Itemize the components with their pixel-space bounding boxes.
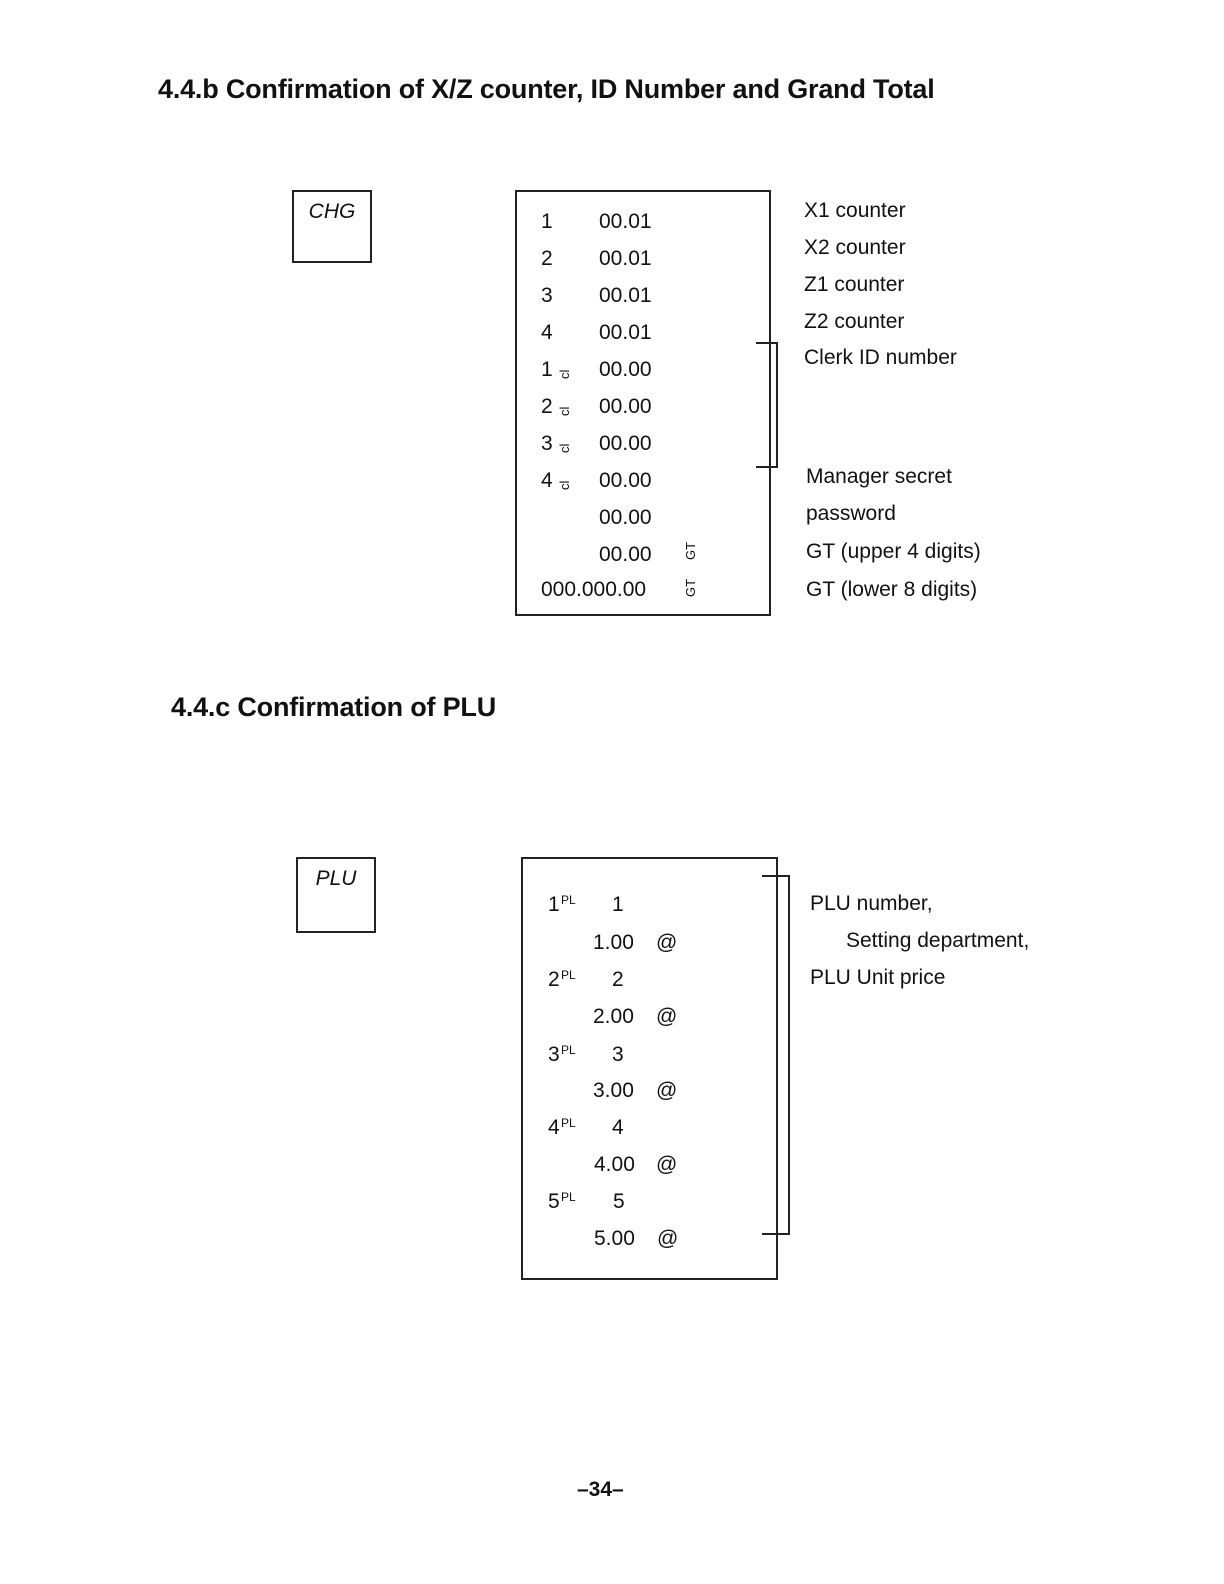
- section-b-title: 4.4.b Confirmation of X/Z counter, ID Number and Grand Total: [158, 74, 935, 104]
- row-index: 2: [541, 395, 553, 418]
- row-value: 00.01: [599, 321, 652, 344]
- row-value: 3.00: [593, 1079, 634, 1102]
- row-index: 5: [548, 1190, 560, 1213]
- section-c-title: 4.4.c Confirmation of PLU: [171, 692, 497, 722]
- row-value: 5.00: [594, 1227, 635, 1250]
- plu-receipt: [521, 857, 778, 1280]
- desc-setting-department: Setting department,: [846, 929, 1030, 952]
- clerk-bracket-vertical: [776, 342, 778, 468]
- plu-symbol: PL: [561, 1190, 576, 1204]
- plu-bracket-top: [762, 875, 790, 877]
- row-index: 4: [548, 1116, 560, 1139]
- row-index: 2: [541, 247, 553, 270]
- row-index: 2: [548, 968, 560, 991]
- clerk-bracket-top: [756, 342, 778, 344]
- desc-password: password: [806, 502, 896, 525]
- at-symbol: @: [656, 931, 678, 954]
- row-index: 1: [541, 358, 553, 381]
- row-value: 00.00: [599, 395, 652, 418]
- row-value: 3: [612, 1043, 624, 1066]
- row-index: 1: [541, 210, 553, 233]
- desc-x2: X2 counter: [804, 236, 906, 259]
- desc-manager-secret: Manager secret: [806, 465, 952, 488]
- row-value: 00.00: [599, 469, 652, 492]
- row-index: 3: [541, 284, 553, 307]
- clerk-symbol: cl: [557, 443, 572, 453]
- at-symbol: @: [657, 1227, 679, 1250]
- at-symbol: @: [656, 1005, 678, 1028]
- row-value: 2: [612, 968, 624, 991]
- plu-symbol: PL: [561, 893, 576, 907]
- row-index: 3: [541, 432, 553, 455]
- clerk-symbol: cl: [557, 480, 572, 490]
- desc-x1: X1 counter: [804, 199, 906, 222]
- row-value: 00.01: [599, 210, 652, 233]
- clerk-symbol: cl: [557, 369, 572, 379]
- plu-symbol: PL: [561, 1043, 576, 1057]
- clerk-bracket-bottom: [756, 466, 778, 468]
- chg-key-label: CHG: [308, 200, 356, 223]
- gt-symbol: GT: [683, 541, 698, 560]
- row-index: 4: [541, 469, 553, 492]
- row-value: 5: [613, 1190, 625, 1213]
- clerk-symbol: cl: [557, 406, 572, 416]
- chg-key: [292, 190, 372, 263]
- row-value: 000.000.00: [541, 578, 647, 601]
- row-value: 4.00: [594, 1153, 635, 1176]
- row-value: 1.00: [593, 931, 634, 954]
- desc-z1: Z1 counter: [804, 273, 905, 296]
- desc-plu-number: PLU number,: [810, 892, 933, 915]
- desc-clerk-id: Clerk ID number: [804, 346, 957, 369]
- at-symbol: @: [656, 1079, 678, 1102]
- plu-bracket-bottom: [762, 1233, 790, 1235]
- row-value: 00.01: [599, 247, 652, 270]
- row-index: 4: [541, 321, 553, 344]
- plu-symbol: PL: [561, 1116, 576, 1130]
- row-value: 00.00: [599, 543, 652, 566]
- row-index: 3: [548, 1043, 560, 1066]
- row-index: 1: [548, 893, 560, 916]
- row-value: 00.00: [599, 432, 652, 455]
- desc-gt-upper: GT (upper 4 digits): [806, 540, 981, 563]
- row-value: 00.00: [599, 358, 652, 381]
- row-value: 1: [612, 893, 624, 916]
- row-value: 00.01: [599, 284, 652, 307]
- desc-z2: Z2 counter: [804, 310, 905, 333]
- row-value: 2.00: [593, 1005, 634, 1028]
- desc-gt-lower: GT (lower 8 digits): [806, 578, 978, 601]
- plu-symbol: PL: [561, 968, 576, 982]
- at-symbol: @: [656, 1153, 678, 1176]
- row-value: 00.00: [599, 506, 652, 529]
- gt-symbol: GT: [683, 578, 698, 597]
- plu-key-label: PLU: [315, 867, 357, 890]
- desc-plu-unit-price: PLU Unit price: [810, 966, 946, 989]
- plu-bracket-vertical: [788, 875, 790, 1235]
- page-number: –34–: [577, 1478, 624, 1501]
- row-value: 4: [612, 1116, 624, 1139]
- xz-receipt: [515, 190, 771, 616]
- plu-key: [296, 857, 376, 933]
